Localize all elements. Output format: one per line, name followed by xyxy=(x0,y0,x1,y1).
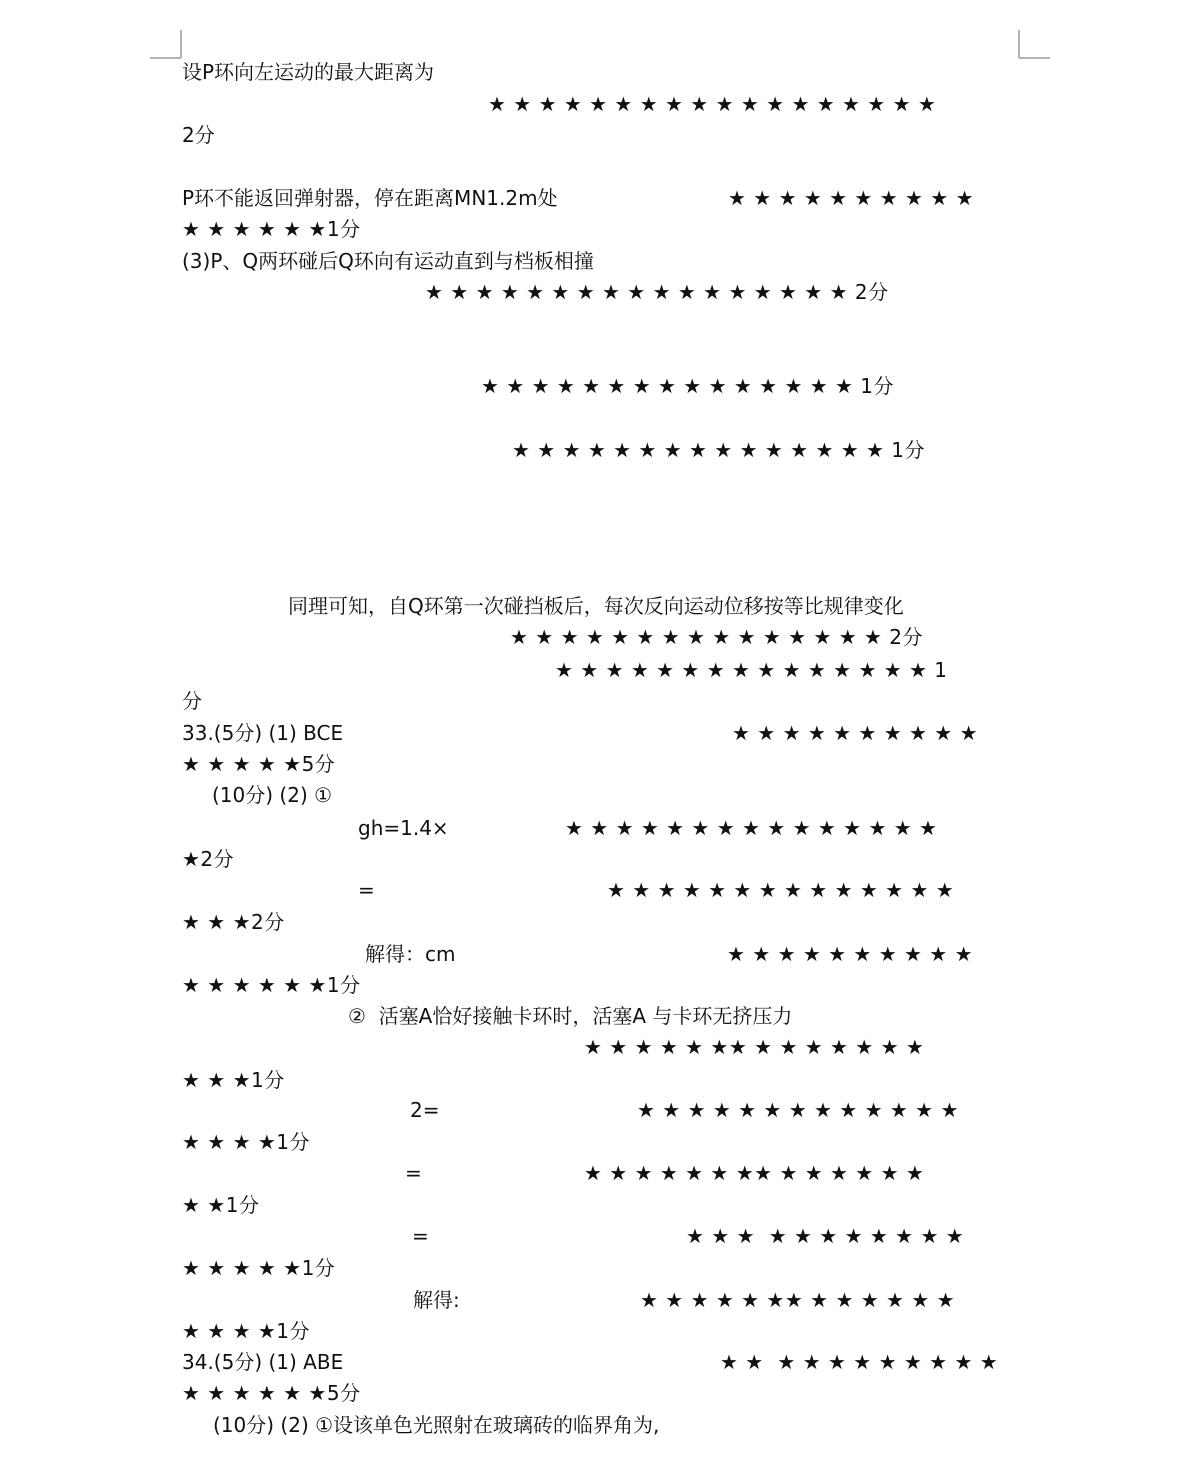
text-line: 同理可知，自Q环第一次碰挡板后，每次反向运动位移按等比规律变化 xyxy=(288,594,904,618)
formula-line: gh=1.4× xyxy=(358,816,449,840)
score-stars: ★ ★ ★ ★ ★ ★ ★ ★ ★ ★ ★ ★ ★ ★ ★ ★ ★ 2分 xyxy=(425,280,889,304)
score-stars: ★ ★ ★ ★ ★ ★ ★ ★ ★ ★ xyxy=(727,942,974,966)
score-stars: ★ ★ ★ ★ ★ ★5分 xyxy=(182,1381,361,1405)
formula-line: 2= xyxy=(410,1098,440,1122)
formula-line: = xyxy=(412,1224,429,1248)
score-stars: ★ ★ ★ ★ ★5分 xyxy=(182,752,336,776)
formula-line: = xyxy=(405,1161,422,1185)
score-stars: ★ ★ ★2分 xyxy=(182,910,285,934)
score-line: 分 xyxy=(182,689,202,713)
score-stars: ★ ★ ★ ★1分 xyxy=(182,1319,311,1343)
score-stars: ★ ★ ★ ★ ★1分 xyxy=(182,1256,336,1280)
text-line: ② 活塞A恰好接触卡环时，活塞A 与卡环无挤压力 xyxy=(348,1004,793,1028)
formula-line: 解得: xyxy=(413,1288,460,1312)
text-line: (10分) (2) ① xyxy=(212,783,333,807)
score-stars: ★ ★ ★ ★ ★ ★ ★ ★ ★ ★ ★ xyxy=(720,1350,999,1374)
question-34: 34.(5分) (1) ABE xyxy=(182,1350,344,1374)
score-line: 2分 xyxy=(182,123,215,147)
score-stars: ★ ★ ★ ★ ★ ★ ★★ ★ ★ ★ ★ ★ ★ xyxy=(584,1161,925,1185)
score-stars: ★ ★ ★ ★ ★ ★ ★ ★ ★ ★ ★ ★ ★ ★ ★ 2分 xyxy=(510,625,924,649)
score-stars: ★ ★ ★ ★ ★ ★★ ★ ★ ★ ★ ★ ★ ★ xyxy=(584,1035,925,1059)
score-stars: ★ ★ ★ ★ ★ ★1分 xyxy=(182,973,361,997)
question-33: 33.(5分) (1) BCE xyxy=(182,721,344,745)
formula-line: = xyxy=(358,878,375,902)
score-stars: ★ ★ ★ ★ ★ ★ ★ ★ ★ ★ ★ ★ ★ ★ ★ 1 xyxy=(555,658,948,682)
page-corner-mark-top-right xyxy=(1012,30,1052,65)
score-stars: ★ ★ ★ ★ ★ ★ ★ ★ ★ ★ ★ ★ ★ xyxy=(637,1098,959,1122)
score-stars: ★ ★ ★ ★ ★ ★ ★ ★ ★ ★ ★ ★ ★ ★ ★ 1分 xyxy=(481,374,895,398)
formula-line: 解得：cm xyxy=(365,942,456,966)
score-stars: ★2分 xyxy=(182,847,235,871)
score-stars: ★ ★ ★ ★ ★ ★ ★ ★ ★ ★ ★ xyxy=(686,1224,965,1248)
text-line: (10分) (2) ①设该单色光照射在玻璃砖的临界角为, xyxy=(213,1413,660,1437)
text-line: 设P环向左运动的最大距离为 xyxy=(182,60,435,84)
text-line: (3)P、Q两环碰后Q环向有运动直到与档板相撞 xyxy=(182,249,594,273)
score-stars: ★ ★ ★ ★ ★ ★ ★ ★ ★ ★ ★ ★ ★ ★ ★ 1分 xyxy=(512,438,926,462)
score-stars: ★ ★1分 xyxy=(182,1193,260,1217)
score-stars: ★ ★ ★ ★1分 xyxy=(182,1130,311,1154)
score-stars: ★ ★ ★1分 xyxy=(182,1068,285,1092)
score-stars: ★ ★ ★ ★ ★ ★ ★ ★ ★ ★ ★ ★ ★ ★ xyxy=(607,878,955,902)
score-stars: ★ ★ ★ ★ ★ ★ ★ ★ ★ ★ xyxy=(732,721,979,745)
score-stars: ★ ★ ★ ★ ★ ★1分 xyxy=(182,217,361,241)
score-stars: ★ ★ ★ ★ ★ ★ ★ ★ ★ ★ ★ ★ ★ ★ ★ xyxy=(565,816,938,840)
score-stars: ★ ★ ★ ★ ★ ★★ ★ ★ ★ ★ ★ ★ xyxy=(640,1288,956,1312)
score-stars: ★ ★ ★ ★ ★ ★ ★ ★ ★ ★ ★ ★ ★ ★ ★ ★ ★ ★ xyxy=(488,92,937,116)
score-stars: ★ ★ ★ ★ ★ ★ ★ ★ ★ ★ xyxy=(728,186,975,210)
text-line: P环不能返回弹射器，停在距离MN1.2m处 xyxy=(182,186,558,210)
